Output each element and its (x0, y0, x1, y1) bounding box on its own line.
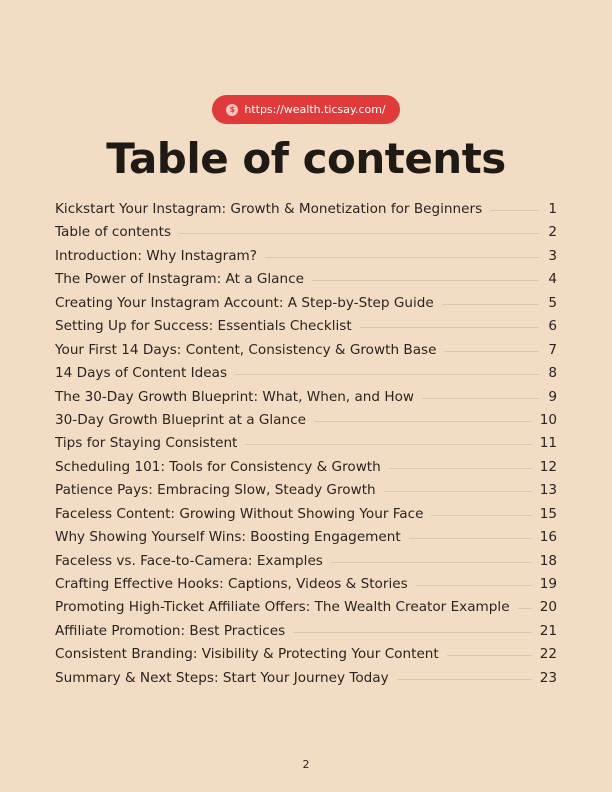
toc-leader-line (293, 632, 531, 633)
toc-entry-page[interactable]: 5 (548, 294, 557, 311)
toc-entry-title[interactable]: 14 Days of Content Ideas (55, 365, 228, 382)
toc-leader-line (389, 468, 532, 469)
toc-entry-title[interactable]: 30-Day Growth Blueprint at a Glance (55, 411, 306, 428)
toc-entry-page[interactable]: 6 (548, 318, 557, 335)
toc-leader-line (490, 210, 539, 211)
toc-entry-title[interactable]: The 30-Day Growth Blueprint: What, When, and How (55, 388, 415, 405)
toc-entry-page[interactable]: 8 (548, 365, 557, 382)
toc-entry[interactable] (55, 670, 557, 693)
toc-entry-title[interactable]: Your First 14 Days: Content, Consistency & Growth Base (55, 341, 437, 358)
toc-entry-page[interactable]: 4 (548, 271, 557, 288)
toc-leader-line (312, 280, 539, 281)
toc-leader-line (245, 444, 531, 445)
page-title: Table of contents (106, 134, 506, 183)
toc-entry[interactable] (55, 389, 557, 412)
toc-entry-page[interactable]: 15 (539, 505, 557, 522)
toc-entry[interactable] (55, 342, 557, 365)
toc-entry[interactable] (55, 201, 557, 224)
toc-entry-title[interactable]: Faceless vs. Face-to-Camera: Examples (55, 552, 323, 569)
toc-leader-line (447, 655, 532, 656)
toc-leader-line (518, 608, 532, 609)
toc-entry-page[interactable]: 12 (539, 458, 557, 475)
toc-leader-line (422, 398, 539, 399)
toc-entry[interactable] (55, 318, 557, 341)
toc-entry[interactable] (55, 576, 557, 599)
toc-entry-title[interactable]: Tips for Staying Consistent (55, 435, 238, 452)
toc-entry-page[interactable]: 20 (539, 599, 557, 616)
toc-entry-title[interactable]: Faceless Content: Growing Without Showing Your Face (55, 505, 424, 522)
toc-entry-title[interactable]: The Power of Instagram: At a Glance (55, 271, 304, 288)
toc-entry[interactable] (55, 295, 557, 318)
toc-entry[interactable] (55, 599, 557, 622)
toc-entry-title[interactable]: Summary & Next Steps: Start Your Journey Today (55, 669, 389, 686)
page-number: 2 (302, 758, 310, 771)
toc-entry-page[interactable]: 2 (548, 224, 557, 241)
toc-entry-page[interactable]: 23 (539, 669, 557, 686)
toc-entry[interactable] (55, 459, 557, 482)
toc-entry[interactable] (55, 553, 557, 576)
toc-leader-line (431, 515, 531, 516)
toc-entry[interactable] (55, 271, 557, 294)
toc-leader-line (360, 327, 539, 328)
toc-entry[interactable] (55, 529, 557, 552)
toc-entry-page[interactable]: 11 (539, 435, 557, 452)
toc-entry-page[interactable]: 18 (539, 552, 557, 569)
toc-entry-title[interactable]: Setting Up for Success: Essentials Checklist (55, 318, 352, 335)
toc-entry-page[interactable]: 10 (539, 411, 557, 428)
table-of-contents (55, 201, 557, 693)
toc-entry[interactable] (55, 623, 557, 646)
toc-entry-title[interactable]: Affiliate Promotion: Best Practices (55, 622, 286, 639)
toc-entry[interactable] (55, 435, 557, 458)
toc-entry-title[interactable]: Creating Your Instagram Account: A Step-by-Step Guide (55, 294, 434, 311)
url-text[interactable]: https://wealth.ticsay.com/ (244, 103, 386, 116)
toc-entry-title[interactable]: Kickstart Your Instagram: Growth & Monetization for Beginners (55, 201, 483, 217)
toc-entry-page[interactable]: 21 (539, 622, 557, 639)
dollar-coin-icon: $ (226, 104, 238, 116)
toc-entry[interactable] (55, 482, 557, 505)
toc-entry-page[interactable]: 19 (539, 576, 557, 592)
toc-entry[interactable] (55, 646, 557, 669)
toc-entry-title[interactable]: Why Showing Yourself Wins: Boosting Engagement (55, 529, 401, 546)
toc-leader-line (442, 304, 539, 305)
toc-entry-title[interactable]: Scheduling 101: Tools for Consistency & Growth (55, 458, 381, 475)
toc-entry-title[interactable]: Table of contents (55, 224, 172, 241)
toc-entry-page[interactable]: 16 (539, 529, 557, 546)
toc-entry-page[interactable]: 9 (548, 388, 557, 405)
toc-entry-page[interactable]: 7 (548, 341, 557, 358)
toc-leader-line (235, 374, 539, 375)
toc-entry[interactable] (55, 506, 557, 529)
toc-leader-line (314, 421, 532, 422)
toc-entry-title[interactable]: Promoting High-Ticket Affiliate Offers: The Wealth Creator Example (55, 599, 510, 616)
url-badge[interactable] (212, 95, 400, 124)
toc-entry[interactable] (55, 365, 557, 388)
toc-entry-page[interactable]: 13 (539, 482, 557, 499)
toc-leader-line (397, 679, 532, 680)
toc-entry[interactable] (55, 412, 557, 435)
toc-leader-line (331, 562, 532, 563)
toc-leader-line (265, 257, 539, 258)
toc-leader-line (179, 233, 539, 234)
toc-entry-title[interactable]: Crafting Effective Hooks: Captions, Videos & Stories (55, 576, 408, 592)
toc-leader-line (384, 491, 532, 492)
toc-leader-line (416, 585, 532, 586)
toc-entry-page[interactable]: 1 (548, 201, 557, 217)
toc-leader-line (409, 538, 532, 539)
toc-entry-title[interactable]: Introduction: Why Instagram? (55, 247, 258, 264)
toc-entry-page[interactable]: 3 (548, 247, 557, 264)
toc-entry-title[interactable]: Patience Pays: Embracing Slow, Steady Growth (55, 482, 376, 499)
toc-entry-title[interactable]: Consistent Branding: Visibility & Protecting Your Content (55, 646, 439, 663)
toc-entry-page[interactable]: 22 (539, 646, 557, 663)
toc-entry[interactable] (55, 248, 557, 271)
toc-entry[interactable] (55, 224, 557, 247)
toc-leader-line (444, 351, 539, 352)
